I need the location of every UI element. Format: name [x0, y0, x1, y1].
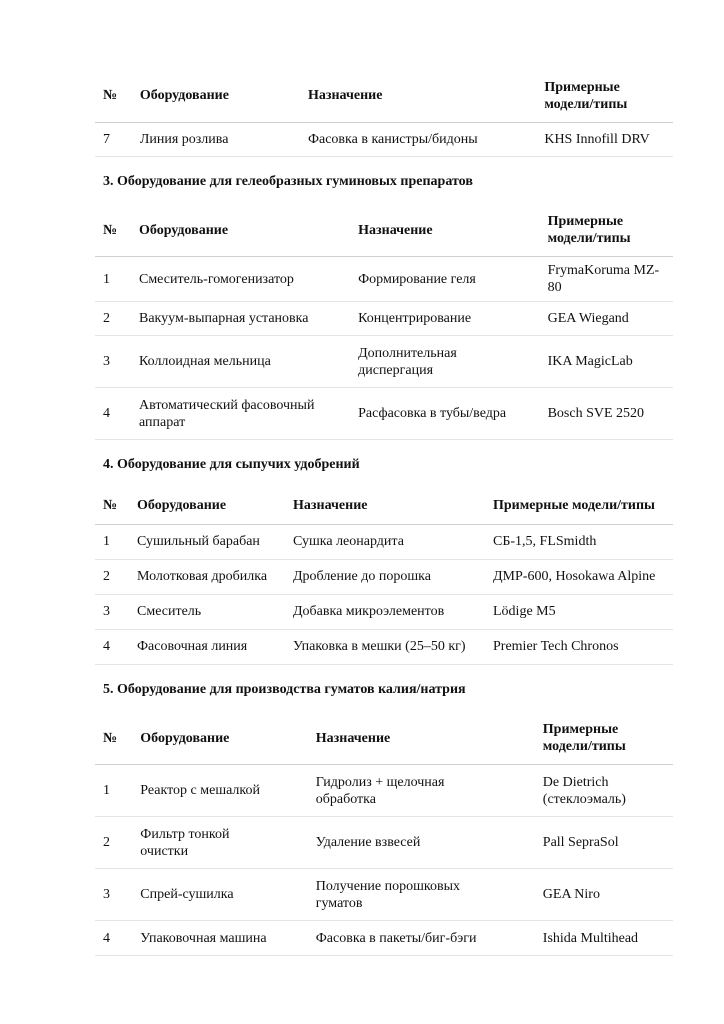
equipment-table-humates: [95, 713, 673, 957]
column-header: Назначение: [285, 488, 485, 524]
table-cell: Смеситель-гомогенизатор: [131, 257, 350, 302]
table-cell: Bosch SVE 2520: [540, 388, 673, 440]
table-row: [95, 388, 673, 440]
table-cell: Спрей-сушилка: [132, 869, 307, 921]
table-cell: ДМР-600, Hosokawa Alpine: [485, 559, 673, 594]
column-header: №: [95, 713, 132, 765]
section-title: 3. Оборудование для гелеобразных гуминовых препаратов: [103, 173, 473, 189]
column-header: №: [95, 205, 131, 257]
section-title: 4. Оборудование для сыпучих удобрений: [103, 457, 360, 472]
table-cell: Гидролиз + щелочная обработка: [308, 765, 535, 817]
table-cell: 4: [95, 629, 129, 664]
table-cell: Удаление взвесей: [308, 817, 535, 869]
table-cell: Упаковка в мешки (25–50 кг): [285, 629, 485, 664]
table-cell: Реактор с мешалкой: [132, 765, 307, 817]
table-cell: Молотковая дробилка: [129, 559, 285, 594]
table-cell: Фасовка в канистры/бидоны: [300, 122, 536, 156]
column-header: Назначение: [350, 205, 539, 257]
table-header-row: [95, 488, 673, 524]
equipment-table-bulk: [95, 488, 673, 665]
table-cell: Фильтр тонкой очистки: [132, 817, 307, 869]
table-row: [95, 817, 673, 869]
column-header: Примерные модели/типы: [536, 70, 673, 122]
table-cell: Расфасовка в тубы/ведра: [350, 388, 539, 440]
table-cell: Сушка леонардита: [285, 524, 485, 559]
table-cell: 2: [95, 302, 131, 336]
table-cell: Дробление до порошка: [285, 559, 485, 594]
table-cell: 1: [95, 524, 129, 559]
table-cell: 1: [95, 765, 132, 817]
column-header: Оборудование: [131, 205, 350, 257]
table-row: [95, 257, 673, 302]
table-cell: 3: [95, 594, 129, 629]
table-cell: 2: [95, 559, 129, 594]
column-header: Примерные модели/типы: [540, 205, 673, 257]
table-row: [95, 921, 673, 956]
table-cell: De Dietrich (стеклоэмаль): [535, 765, 673, 817]
table-row: [95, 629, 673, 664]
table-cell: Premier Tech Chronos: [485, 629, 673, 664]
table-cell: 2: [95, 817, 132, 869]
table-cell: Pall SepraSol: [535, 817, 673, 869]
table-cell: Дополнительная диспергация: [350, 336, 539, 388]
table-cell: Концентрирование: [350, 302, 539, 336]
document-page: [95, 70, 673, 956]
column-header: Оборудование: [129, 488, 285, 524]
table-cell: 3: [95, 336, 131, 388]
table-row: [95, 594, 673, 629]
table-cell: 1: [95, 257, 131, 302]
table-cell: Упаковочная машина: [132, 921, 307, 956]
column-header: Оборудование: [132, 70, 300, 122]
table-cell: 7: [95, 122, 132, 156]
table-cell: Фасовочная линия: [129, 629, 285, 664]
table-row: [95, 869, 673, 921]
table-row: [95, 302, 673, 336]
table-cell: Смеситель: [129, 594, 285, 629]
table-cell: GEA Wiegand: [540, 302, 673, 336]
column-header: Примерные модели/типы: [535, 713, 673, 765]
table-cell: 4: [95, 921, 132, 956]
table-cell: Фасовка в пакеты/биг-бэги: [308, 921, 535, 956]
column-header: Назначение: [300, 70, 536, 122]
table-cell: 4: [95, 388, 131, 440]
table-cell: Коллоидная мельница: [131, 336, 350, 388]
table-row: [95, 122, 673, 156]
column-header: №: [95, 488, 129, 524]
column-header: Оборудование: [132, 713, 307, 765]
column-header: Примерные модели/типы: [485, 488, 673, 524]
table-header-row: [95, 70, 673, 122]
table-row: [95, 559, 673, 594]
table-row: [95, 336, 673, 388]
equipment-table-gel: [95, 205, 673, 441]
table-row: [95, 765, 673, 817]
table-cell: FrymaKoruma MZ-80: [540, 257, 673, 302]
table-cell: Добавка микроэлементов: [285, 594, 485, 629]
table-cell: Формирование геля: [350, 257, 539, 302]
table-cell: СБ-1,5, FLSmidth: [485, 524, 673, 559]
table-cell: Автоматический фасовочный аппарат: [131, 388, 350, 440]
table-cell: Ishida Multihead: [535, 921, 673, 956]
table-cell: 3: [95, 869, 132, 921]
table-cell: Сушильный барабан: [129, 524, 285, 559]
table-cell: KHS Innofill DRV: [536, 122, 673, 156]
column-header: Назначение: [308, 713, 535, 765]
table-cell: IKA MagicLab: [540, 336, 673, 388]
section-title: 5. Оборудование для производства гуматов калия/натрия: [103, 681, 466, 697]
table-header-row: [95, 713, 673, 765]
table-cell: Lödige M5: [485, 594, 673, 629]
table-cell: Вакуум-выпарная установка: [131, 302, 350, 336]
equipment-table-continued: [95, 70, 673, 157]
table-header-row: [95, 205, 673, 257]
table-cell: Получение порошковых гуматов: [308, 869, 535, 921]
table-cell: GEA Niro: [535, 869, 673, 921]
column-header: №: [95, 70, 132, 122]
table-cell: Линия розлива: [132, 122, 300, 156]
table-row: [95, 524, 673, 559]
